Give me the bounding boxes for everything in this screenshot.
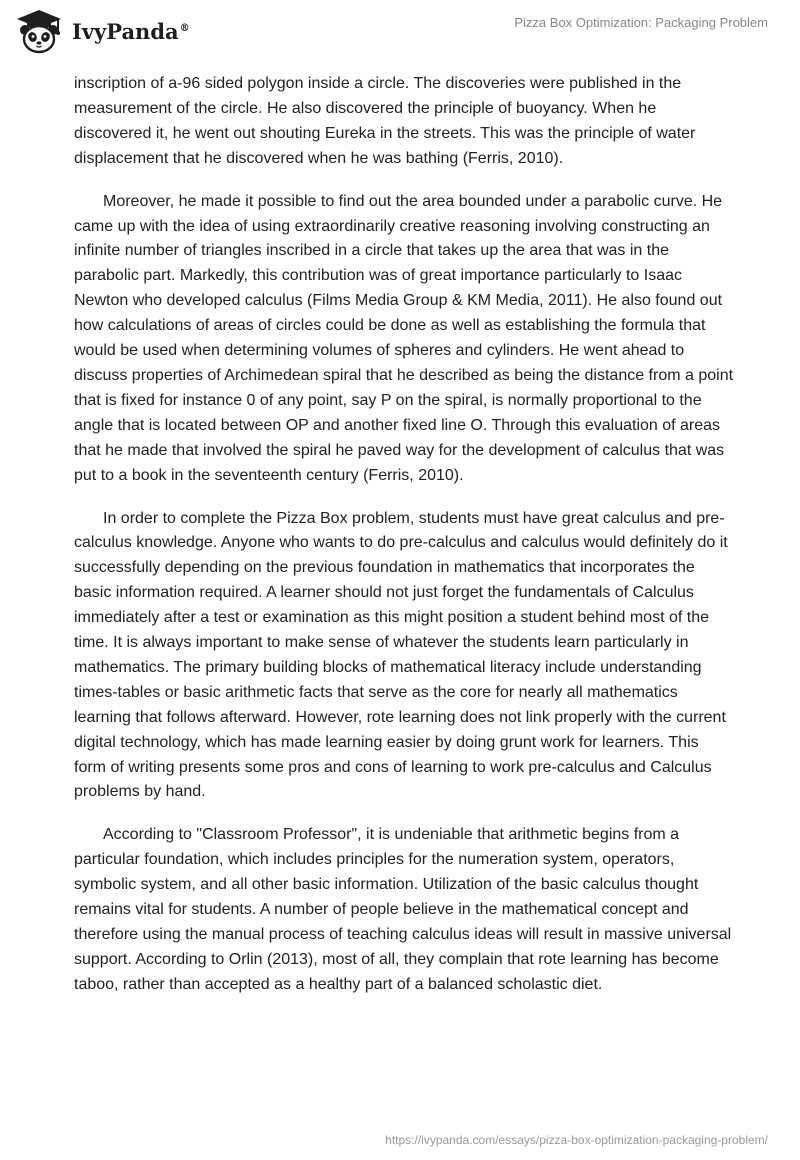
- panda-graduate-icon: [14, 8, 64, 54]
- document-title: Pizza Box Optimization: Packaging Problem: [514, 15, 768, 30]
- paragraph: inscription of a-96 sided polygon inside a circle. The discoveries were published in the measurement of the circle. He also discovered the principle of buoyancy. When he discovered it, he went out shouting Eureka in the streets. This was the principle of water displacement that he discovered when he was bathing (Ferris, 2010).: [74, 75, 696, 167]
- paragraph: According to "Classroom Professor", it is undeniable that arithmetic begins from a particular foundation, which includes principles for the numeration system, operators, symbolic system, and all other basic information. Utilization of the basic calculus thought remains vital for students. A number of people believe in the mathematical concept and therefore using the manual process of teaching calculus ideas will result in massive universal support. According to Orlin (2013), most of all, they complain that rote learning has become taboo, rather than accepted as a healthy part of a balanced scholastic diet.: [74, 826, 732, 993]
- page-header: [0, 0, 800, 64]
- essay-body: [74, 72, 734, 1016]
- brand-name: IvyPanda®: [72, 18, 190, 44]
- registered-mark: ®: [179, 22, 190, 34]
- paragraph: In order to complete the Pizza Box problem, students must have great calculus and pre-calculus knowledge. Anyone who wants to do pre-calculus and calculus would definitely do it successfully depending on the previous foundation in mathematics that incorporates the basic information required. A learner should not just forget the fundamentals of Calculus immediately after a test or examination as this might position a student behind most of the time. It is always important to make sense of whatever the students learn particularly in mathematics. The primary building blocks of mathematical literacy include understanding times-tables or basic arithmetic facts that serve as the core for nearly all mathematics learning that follows afterward. However, rote learning does not link properly with the current digital technology, which has made learning easier by doing grunt work for learners. This form of writing presents some pros and cons of learning to work pre-calculus and Calculus problems by hand.: [74, 509, 728, 801]
- paragraph: Moreover, he made it possible to find out the area bounded under a parabolic curve. He came up with the idea of using extraordinarily creative reasoning involving constructing an infinite number of triangles inscribed in a circle that takes up the area that was in the parabolic part. Markedly, this contribution was of great importance particularly to Isaac Newton who developed calculus (Films Media Group & KM Media, 2011). He also found out how calculations of areas of circles could be done as well as establishing the formula that would be used when determining volumes of spheres and cylinders. He went ahead to discuss properties of Archimedean spiral that he described as being the distance from a point that is fixed for instance 0 of any point, say P on the spiral, is normally proportional to the angle that is located between OP and another fixed line O. Through this evaluation of areas that he made that involved the spiral he paved way for the development of calculus that was put to a book in the seventeenth century (Ferris, 2010).: [74, 192, 734, 484]
- source-url[interactable]: https://ivypanda.com/essays/pizza-box-optimization-packaging-problem/: [385, 1133, 768, 1147]
- ivypanda-logo[interactable]: [14, 8, 190, 54]
